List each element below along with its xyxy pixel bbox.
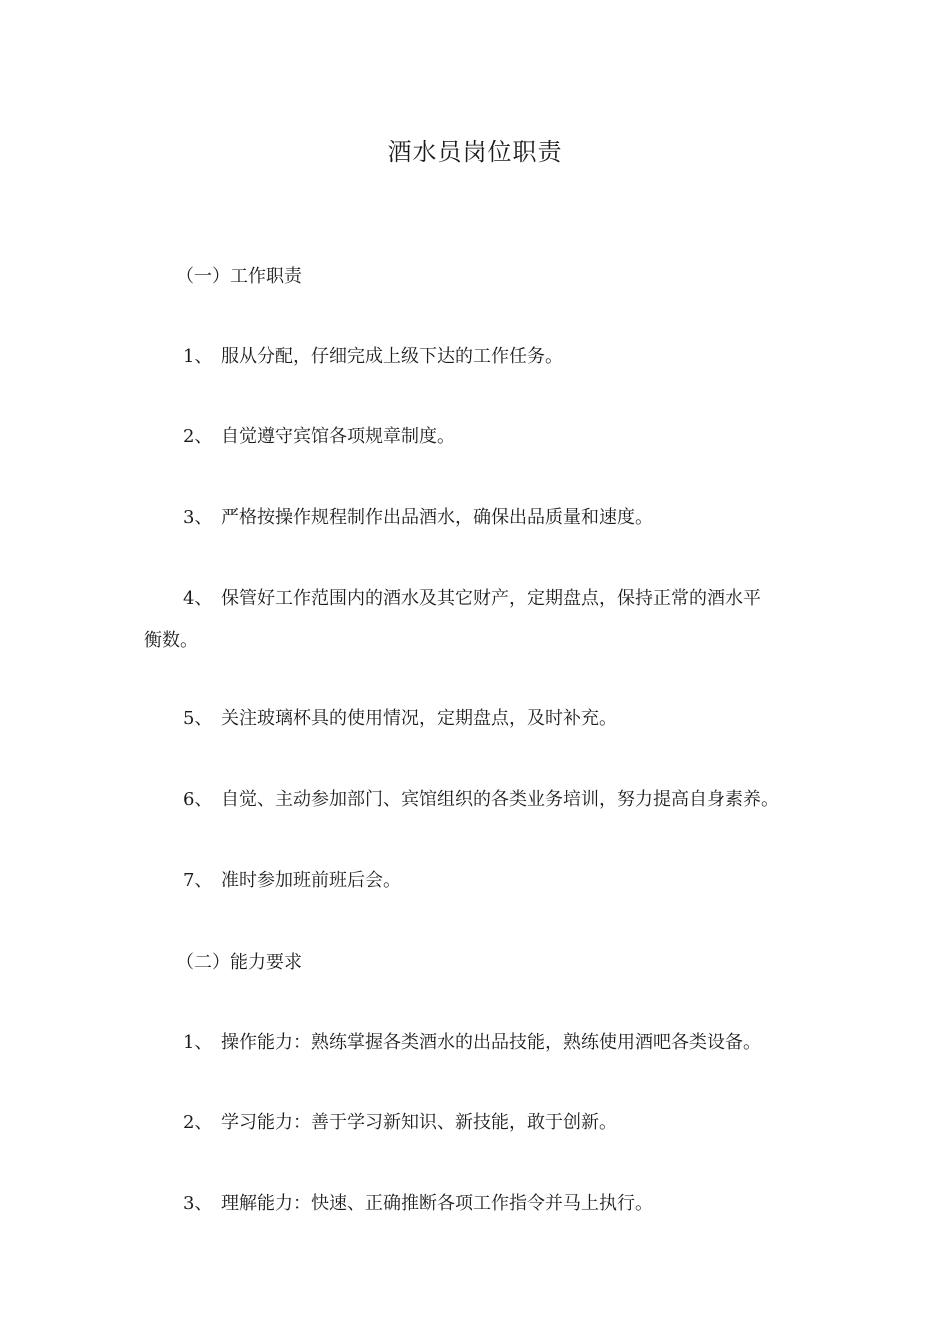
item-text: 关注玻璃杯具的使用情况，定期盘点，及时补充。 xyxy=(221,708,617,729)
item-text: 服从分配，仔细完成上级下达的工作任务。 xyxy=(221,346,563,367)
section-heading-duties: （一）工作职责 xyxy=(176,266,302,287)
item-number: 3、 xyxy=(183,507,213,528)
list-item xyxy=(183,424,455,450)
item-text: 理解能力：快速、正确推断各项工作指令并马上执行。 xyxy=(221,1193,653,1214)
document-title: 酒水员岗位职责 xyxy=(387,138,563,166)
item-number: 5、 xyxy=(183,708,213,729)
list-item xyxy=(183,1110,617,1136)
list-item xyxy=(183,706,617,732)
list-item xyxy=(183,505,653,531)
list-item xyxy=(183,586,761,612)
item-text: 准时参加班前班后会。 xyxy=(221,870,401,891)
item-number: 4、 xyxy=(183,588,213,609)
item-number: 1、 xyxy=(183,1032,213,1053)
item-number: 7、 xyxy=(183,870,213,891)
list-item xyxy=(183,868,401,894)
list-item xyxy=(183,1191,653,1217)
item-text: 自觉遵守宾馆各项规章制度。 xyxy=(221,426,455,447)
item-number: 3、 xyxy=(183,1193,213,1214)
item-text: 学习能力：善于学习新知识、新技能，敢于创新。 xyxy=(221,1112,617,1133)
item-text: 操作能力：熟练掌握各类酒水的出品技能，熟练使用酒吧各类设备。 xyxy=(221,1032,761,1053)
item-number: 6、 xyxy=(183,789,213,810)
item-text: 严格按操作规程制作出品酒水，确保出品质量和速度。 xyxy=(221,507,653,528)
item-text: 自觉、主动参加部门、宾馆组织的各类业务培训，努力提高自身素养。 xyxy=(221,789,779,810)
item-continuation: 衡数。 xyxy=(144,630,198,651)
item-text: 保管好工作范围内的酒水及其它财产，定期盘点，保持正常的酒水平 xyxy=(221,588,761,609)
list-item xyxy=(183,1030,761,1056)
item-number: 2、 xyxy=(183,1112,213,1133)
item-number: 2、 xyxy=(183,426,213,447)
list-item xyxy=(183,344,563,370)
list-item xyxy=(183,787,779,813)
section-heading-abilities: （二）能力要求 xyxy=(176,952,302,973)
item-number: 1、 xyxy=(183,346,213,367)
